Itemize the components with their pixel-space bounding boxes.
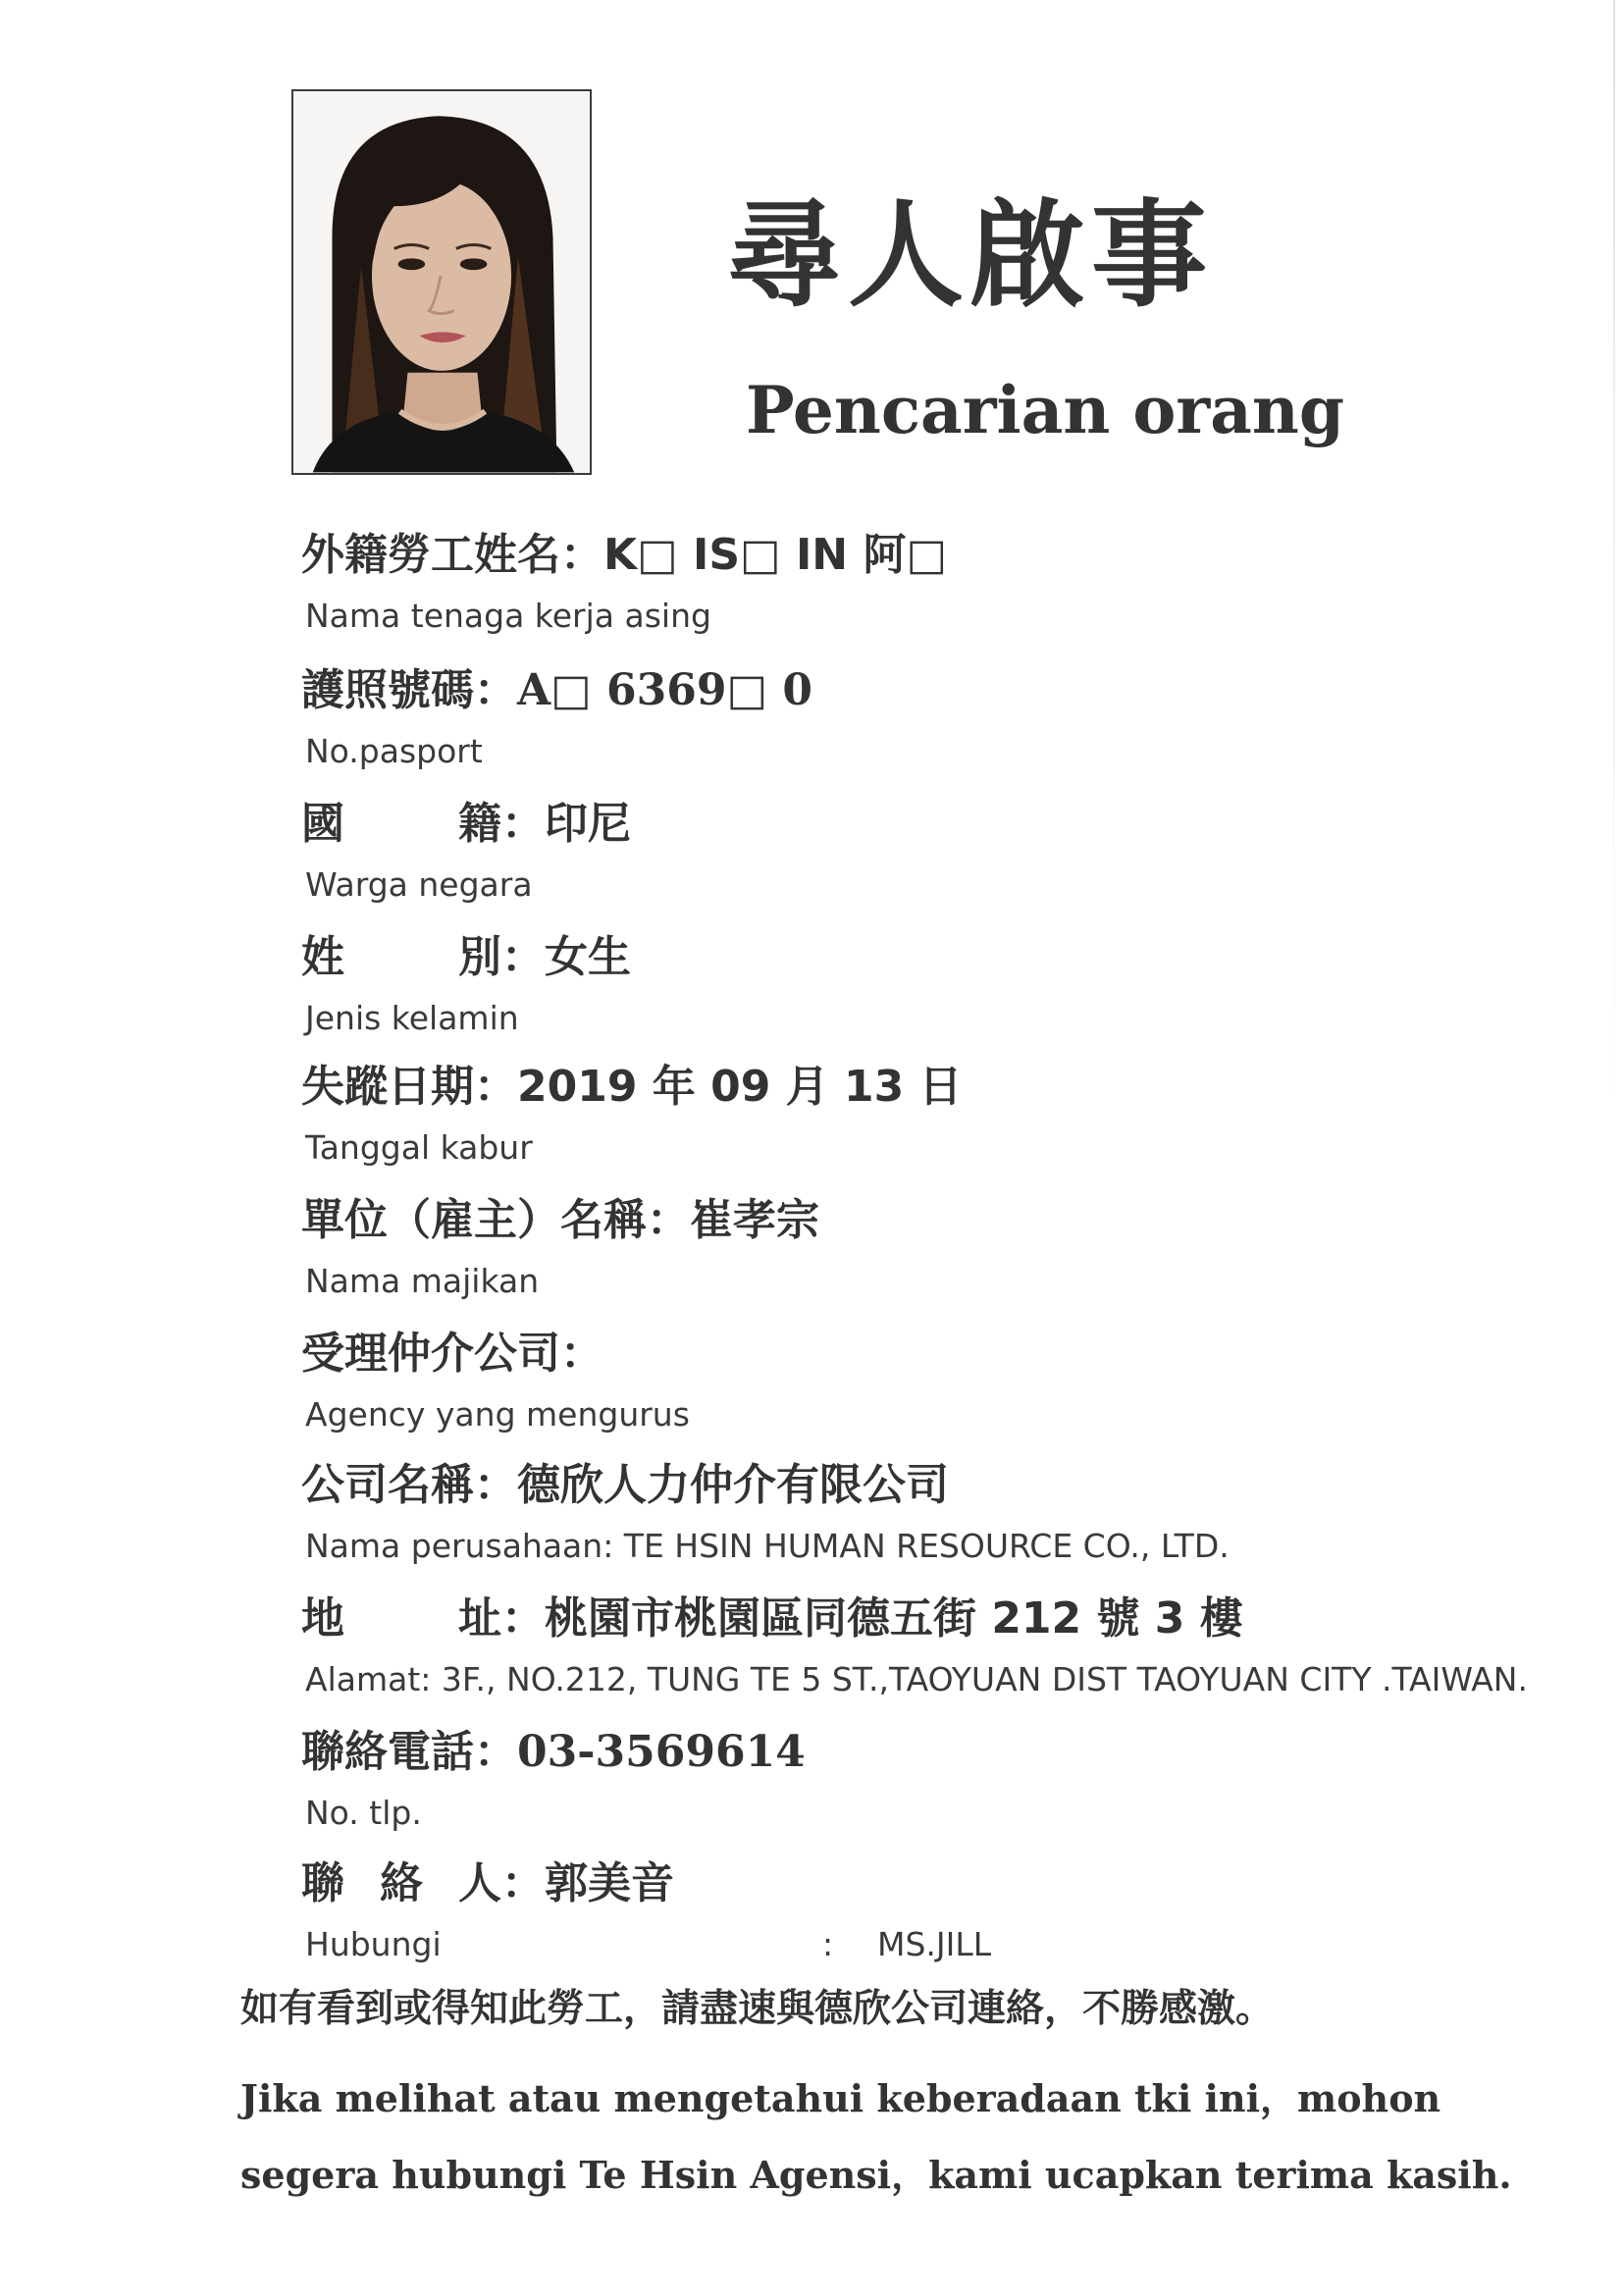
agency-label: 受理仲介公司 bbox=[301, 1329, 560, 1379]
employer-value: 崔孝宗 bbox=[690, 1195, 819, 1245]
company-label-id: Nama perusahaan: TE HSIN HUMAN RESOURCE CO., LTD. bbox=[305, 1527, 1230, 1565]
contact-label-char-3: 人 bbox=[458, 1858, 501, 1908]
portrait-photo bbox=[291, 89, 592, 475]
agency-label-id: Agency yang mengurus bbox=[305, 1395, 690, 1434]
missing-date-label: 失蹤日期 bbox=[301, 1062, 474, 1112]
closing-message-indonesian: Jika melihat atau mengetahui keberadaan tki ini，mohon segera hubungi Te Hsin Agensi，kami ucapkan terima kasih. bbox=[240, 2076, 1512, 2197]
address-label bbox=[301, 1588, 501, 1650]
address-value: 桃園市桃園區同德五街 212 號 3 樓 bbox=[545, 1593, 1243, 1644]
field-missing-date-cn bbox=[301, 1056, 963, 1119]
field-contact-cn bbox=[301, 1852, 674, 1915]
field-passport-cn bbox=[301, 659, 812, 722]
gender-label bbox=[301, 926, 501, 989]
gender-label-id: Jenis kelamin bbox=[305, 999, 519, 1037]
contact-colon: ： bbox=[501, 1858, 545, 1908]
worker-name-value: K□ IS□ IN 阿□ bbox=[603, 530, 948, 580]
field-company-cn bbox=[301, 1454, 949, 1517]
address-label-id: Alamat: 3F., NO.212, TUNG TE 5 ST.,TAOYUAN DIST TAOYUAN CITY .TAIWAN. bbox=[305, 1660, 1528, 1698]
passport-label-id: No.pasport bbox=[305, 732, 483, 770]
contact-label-id-colon: : bbox=[822, 1925, 834, 1963]
address-colon: ： bbox=[501, 1593, 545, 1644]
worker-name-label: 外籍勞工姓名 bbox=[301, 530, 560, 580]
contact-label-char-1: 聯 bbox=[301, 1858, 344, 1908]
passport-colon: ： bbox=[474, 665, 517, 715]
gender-label-char-2: 別 bbox=[458, 932, 501, 982]
gender-value: 女生 bbox=[545, 932, 631, 982]
worker-name-label-id: Nama tenaga kerja asing bbox=[305, 597, 711, 635]
employer-colon: ： bbox=[647, 1195, 690, 1245]
portrait-illustration bbox=[293, 91, 590, 473]
field-worker-name-cn bbox=[301, 524, 947, 587]
contact-label-id: Hubungi bbox=[305, 1925, 442, 1963]
contact-label-id-row bbox=[305, 1923, 992, 1966]
missing-date-label-id: Tanggal kabur bbox=[305, 1128, 533, 1167]
contact-label-char-2: 絡 bbox=[380, 1858, 423, 1908]
field-address-cn bbox=[301, 1588, 1243, 1650]
gender-label-char-1: 姓 bbox=[301, 932, 344, 982]
worker-name-colon: ： bbox=[560, 530, 603, 580]
phone-colon: ： bbox=[474, 1727, 517, 1777]
phone-label: 聯絡電話 bbox=[301, 1727, 474, 1777]
nationality-colon: ： bbox=[501, 799, 545, 849]
field-gender-cn bbox=[301, 926, 631, 989]
closing-message-chinese: 如有看到或得知此勞工，請盡速與德欣公司連絡，不勝感激。 bbox=[240, 1987, 1275, 2031]
field-employer-cn bbox=[301, 1189, 819, 1252]
employer-label-id: Nama majikan bbox=[305, 1262, 540, 1300]
title-chinese: 尋人啟事 bbox=[726, 187, 1214, 323]
company-label: 公司名稱 bbox=[301, 1460, 474, 1510]
company-value: 德欣人力仲介有限公司 bbox=[517, 1460, 949, 1510]
field-agency-cn bbox=[301, 1323, 603, 1385]
address-label-char-1: 地 bbox=[301, 1593, 344, 1644]
nationality-value: 印尼 bbox=[545, 799, 631, 849]
nationality-label bbox=[301, 793, 501, 856]
field-phone-cn bbox=[301, 1721, 806, 1784]
title-indonesian: Pencarian orang bbox=[746, 372, 1345, 448]
scan-edge-line bbox=[1613, 0, 1615, 1109]
nationality-label-char-1: 國 bbox=[301, 799, 344, 849]
nationality-label-id: Warga negara bbox=[305, 865, 533, 904]
passport-value: A□ 6369□ 0 bbox=[517, 665, 812, 715]
missing-date-colon: ： bbox=[474, 1062, 517, 1112]
address-label-char-2: 址 bbox=[458, 1593, 501, 1644]
company-colon: ： bbox=[474, 1460, 517, 1510]
gender-colon: ： bbox=[501, 932, 545, 982]
agency-colon: ： bbox=[560, 1329, 603, 1379]
contact-value: 郭美音 bbox=[545, 1858, 674, 1908]
phone-value: 03-3569614 bbox=[517, 1727, 806, 1777]
contact-label bbox=[301, 1852, 501, 1915]
employer-label: 單位（雇主）名稱 bbox=[301, 1195, 647, 1245]
phone-label-id: No. tlp. bbox=[305, 1794, 422, 1832]
nationality-label-char-2: 籍 bbox=[458, 799, 501, 849]
field-nationality-cn bbox=[301, 793, 631, 856]
passport-label: 護照號碼 bbox=[301, 665, 474, 715]
contact-name-latin: MS.JILL bbox=[877, 1925, 992, 1963]
missing-date-value: 2019 年 09 月 13 日 bbox=[517, 1062, 963, 1112]
